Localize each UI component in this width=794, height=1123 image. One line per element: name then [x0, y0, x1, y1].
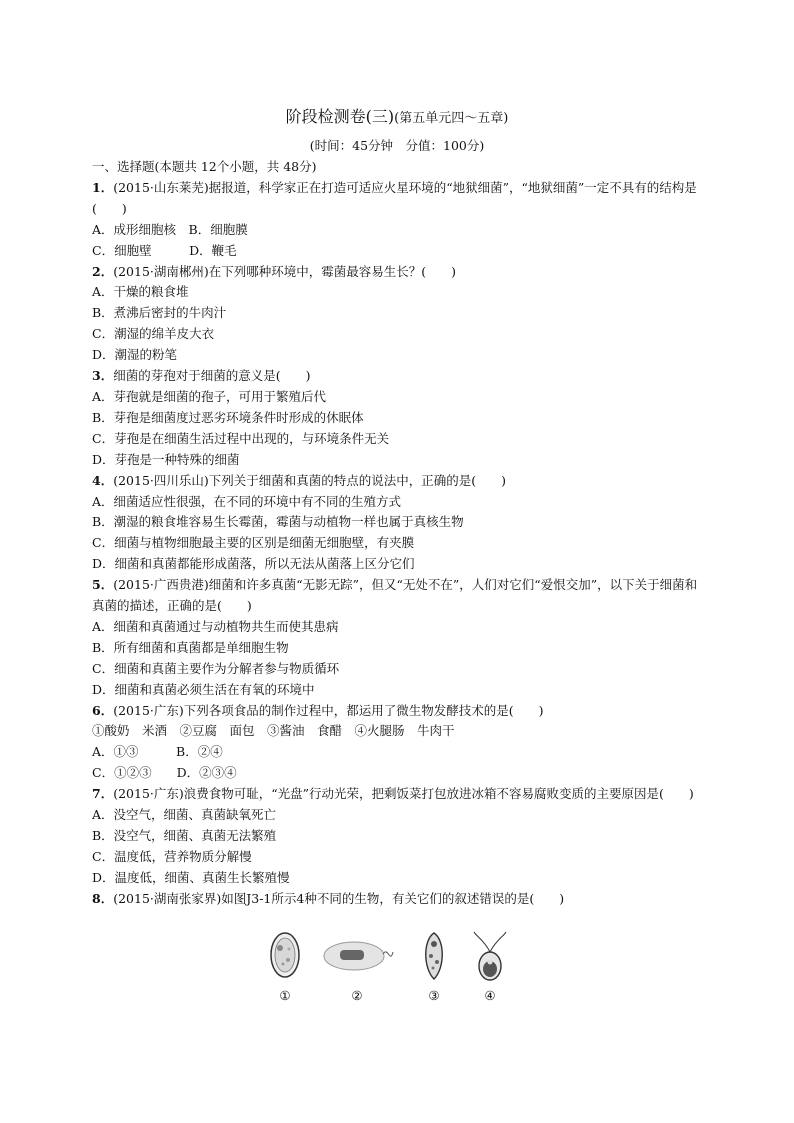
option-line: A．①③ B．②④ [92, 744, 223, 760]
option-line: B．煮沸后密封的牛肉汁 [92, 305, 227, 321]
option-line: C．芽孢是在细菌生活过程中出现的，与环境条件无关 [92, 430, 390, 446]
exam-meta: (时间：45分钟 分值：100分) [309, 138, 485, 153]
figure-label-4: ④ [484, 988, 496, 1003]
option-line: D．潮湿的粉笔 [92, 347, 178, 363]
option-line: B．没空气，细菌、真菌无法繁殖 [92, 828, 277, 843]
option-line: D．芽孢是一种特殊的细菌 [92, 451, 240, 467]
question-stem: (2015·湖南张家界)如图J3-1所示4种不同的生物，有关它们的叙述错误的是( ) [113, 890, 565, 906]
option-line: A．细菌和真菌通过与动植物共生而使其患病 [92, 618, 339, 634]
question-stem: (2015·广西贵港)细菌和许多真菌“无影无踪”，但又“无处不在”，人们对它们“爱恨交加”，以下关于细菌和真菌的描述，正确的是( ) [92, 577, 698, 614]
figure-label-3: ③ [428, 988, 440, 1003]
question-number: 8． [92, 890, 114, 906]
question-3 [92, 366, 704, 387]
organism-1-figure [268, 930, 302, 980]
option-line: C．细菌和真菌主要作为分解者参与物质循环 [92, 660, 340, 676]
option-line: A．成形细胞核 B．细胞膜 [92, 221, 248, 237]
page-title [0, 106, 794, 130]
option-line: C．细胞壁 D．鞭毛 [92, 242, 237, 258]
question-number: 3． [92, 368, 114, 384]
title-sub: (第五单元四～五章) [394, 111, 509, 126]
organism-4-figure [470, 930, 510, 984]
title-main: 阶段检测卷(三) [285, 107, 395, 126]
question-list [92, 157, 704, 910]
question-number: 2． [92, 263, 114, 279]
question-number: 7． [92, 786, 114, 802]
question-stem: (2015·山东莱芜)据报道，科学家正在打造可适应火星环境的“地狱细菌”，“地狱细菌”一定不具有的结构是( ) [92, 179, 697, 216]
option-line: D．细菌和真菌都能形成菌落，所以无法从菌落上区分它们 [92, 556, 415, 572]
question-1 [92, 178, 704, 220]
option-line: ①酸奶 米酒 ②豆腐 面包 ③酱油 食醋 ④火腿肠 牛肉干 [92, 723, 455, 739]
option-line: D．温度低，细菌、真菌生长繁殖慢 [92, 869, 290, 885]
question-5 [92, 575, 704, 617]
question-4 [92, 471, 704, 492]
figure-label-1: ① [279, 988, 291, 1003]
option-line: C．细菌与植物细胞最主要的区别是细菌无细胞壁，有夹膜 [92, 535, 415, 551]
question-stem: (2015·湖南郴州)在下列哪种环境中，霉菌最容易生长？( ) [113, 263, 456, 279]
organism-3-figure [420, 930, 448, 982]
question-number: 4． [92, 472, 114, 488]
question-number: 5． [92, 577, 114, 593]
question-8 [92, 889, 704, 910]
option-line: C．温度低，营养物质分解慢 [92, 848, 252, 864]
option-line: D．细菌和真菌必须生活在有氧的环境中 [92, 681, 315, 697]
question-stem: 细菌的芽孢对于细菌的意义是( ) [113, 368, 311, 384]
question-stem: (2015·广东)浪费食物可耻，“光盘”行动光荣，把剩饭菜打包放进冰箱不容易腐败变质的主要原因是( ) [113, 786, 694, 802]
figure-label-2: ② [351, 988, 363, 1003]
option-line: A．芽孢就是细菌的孢子，可用于繁殖后代 [92, 388, 327, 404]
question-7 [92, 784, 704, 805]
option-line: A．细菌适应性很强，在不同的环境中有不同的生殖方式 [92, 493, 402, 509]
option-line: B．芽孢是细菌度过恶劣环境条件时形成的休眠体 [92, 409, 364, 425]
figure-organisms [258, 930, 518, 1010]
option-line: B．所有细菌和真菌都是单细胞生物 [92, 639, 289, 655]
question-stem: (2015·四川乐山)下列关于细菌和真菌的特点的说法中，正确的是( ) [113, 472, 506, 488]
option-line: A．没空气，细菌、真菌缺氧死亡 [92, 807, 277, 823]
option-line: C．①②③ D．②③④ [92, 765, 237, 781]
option-line: C．潮湿的绵羊皮大衣 [92, 326, 215, 342]
question-2 [92, 262, 704, 283]
question-number: 1． [92, 179, 114, 195]
question-number: 6． [92, 702, 114, 718]
option-line: A．干燥的粮食堆 [92, 284, 189, 300]
organism-2-figure [320, 930, 394, 980]
question-stem: (2015·广东)下列各项食品的制作过程中，都运用了微生物发酵技术的是( ) [113, 702, 544, 718]
option-line: B．潮湿的粮食堆容易生长霉菌，霉菌与动植物一样也属于真核生物 [92, 514, 464, 530]
section-heading: 一、选择题(本题共 12个小题，共 48分) [92, 159, 317, 174]
question-6 [92, 701, 704, 722]
